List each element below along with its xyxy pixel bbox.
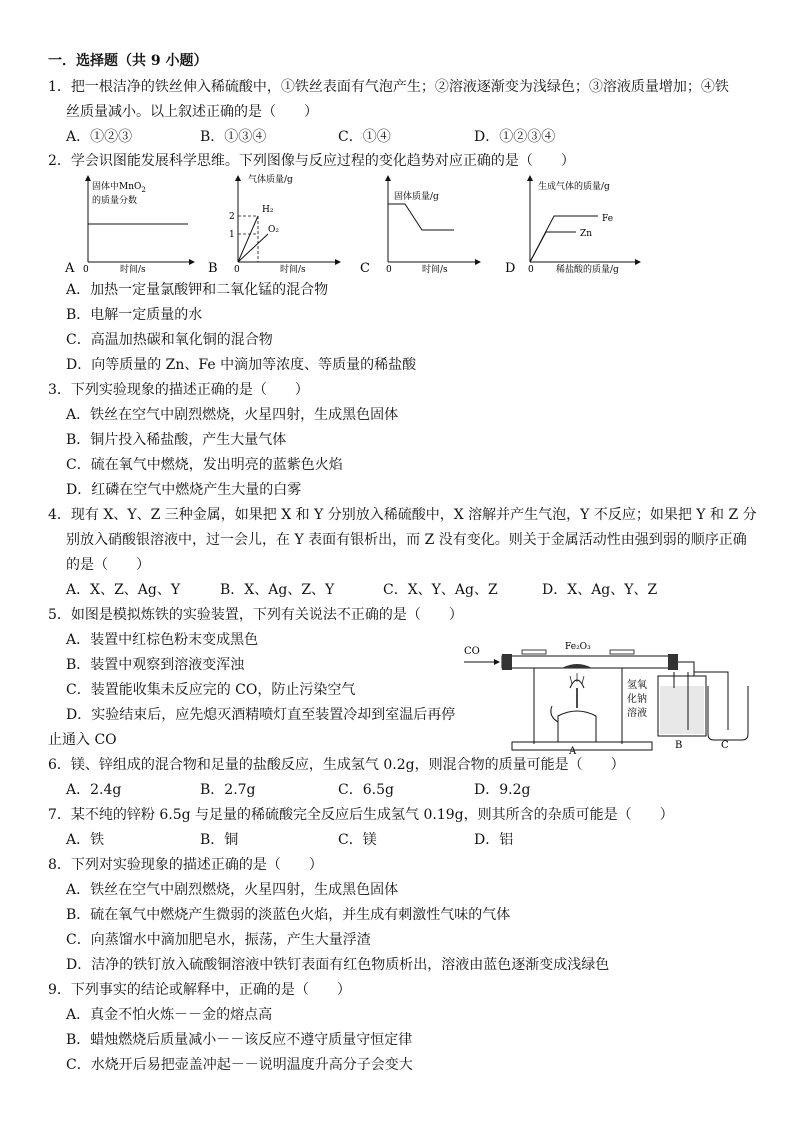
graph-c-ylabel: 固体质量/g <box>394 192 439 202</box>
graph-c-origin: 0 <box>386 265 392 275</box>
q1-option-d[interactable]: D．①②③④ <box>474 129 556 145</box>
q5-option-d[interactable]: D．实验结束后，应先熄灭酒精喷灯直至装置冷却到室温后再停 <box>66 707 456 723</box>
naoh-label-1: 氢氧 <box>627 680 647 691</box>
graph-a-ylabel2: 的质量分数 <box>92 196 138 206</box>
q7-option-d[interactable]: D．铝 <box>474 832 514 848</box>
graph-b-o2-label: O₂ <box>268 225 279 235</box>
section-title: 一．选择题（共 9 小题） <box>48 53 208 69</box>
graph-a-ylabel1: 固体中MnO$_2$ <box>92 182 146 194</box>
q3-stem: 3．下列实验现象的描述正确的是（ ） <box>48 382 309 398</box>
ironmaking-apparatus <box>462 632 762 756</box>
graph-a-xlabel: 时间/s <box>120 265 146 275</box>
q9-option-b[interactable]: B．蜡烛燃烧后质量减小－－该反应不遵守质量守恒定律 <box>66 1032 413 1048</box>
q7-option-b[interactable]: B．铜 <box>200 832 239 848</box>
q4-option-c[interactable]: C．X、Y、Ag、Z <box>383 582 498 598</box>
q2-option-c[interactable]: C．高温加热碳和氧化铜的混合物 <box>66 332 273 348</box>
q9-option-c[interactable]: C．水烧开后易把壶盖冲起－－说明温度升高分子会变大 <box>66 1057 413 1073</box>
q5-stem: 5．如图是模拟炼铁的实验装置，下列有关说法不正确的是（ ） <box>48 607 463 623</box>
graph-c-xlabel: 时间/s <box>422 265 448 275</box>
q1-stem-line2: 丝质量减小。以上叙述正确的是（ ） <box>66 104 318 120</box>
q9-option-a[interactable]: A．真金不怕火炼－－金的熔点高 <box>66 1007 273 1023</box>
graph-d-letter: D <box>505 261 516 276</box>
graph-d-origin: 0 <box>528 265 534 275</box>
graph-c-letter: C <box>360 261 370 276</box>
q1-option-b[interactable]: B．①③④ <box>200 129 267 145</box>
graph-a-origin: 0 <box>83 265 89 275</box>
q5-option-a[interactable]: A．装置中红棕色粉末变成黑色 <box>66 632 259 648</box>
q1-option-a[interactable]: A．①②③ <box>66 129 133 145</box>
q8-stem: 8．下列对实验现象的描述正确的是（ ） <box>48 857 323 873</box>
q2-option-d[interactable]: D．向等质量的 Zn、Fe 中滴加等浓度、等质量的稀盐酸 <box>66 357 417 373</box>
alcohol-blast-burner <box>558 711 596 742</box>
graph-b-h2-label: H₂ <box>262 205 274 215</box>
graph-d <box>505 178 638 276</box>
q2-option-a[interactable]: A．加热一定量氯酸钾和二氧化锰的混合物 <box>66 282 329 298</box>
q2-graphs <box>60 172 680 280</box>
q4-option-a[interactable]: A．X、Z、Ag、Y <box>66 582 181 598</box>
q9-stem: 9．下列事实的结论或解释中，正确的是（ ） <box>48 982 351 998</box>
graph-b-tick1: 1 <box>229 230 235 240</box>
graph-b-letter: B <box>208 261 218 276</box>
line-h2 <box>238 216 258 262</box>
label-b: B <box>675 740 683 751</box>
graph-b-ylabel: 气体质量/g <box>248 175 293 185</box>
q3-option-b[interactable]: B．铜片投入稀盐酸，产生大量气体 <box>66 432 287 448</box>
q3-option-a[interactable]: A．铁丝在空气中剧烈燃烧，火星四射，生成黑色固体 <box>66 407 399 423</box>
q6-option-a[interactable]: A．2.4g <box>66 782 122 798</box>
naoh-label-3: 溶液 <box>627 708 647 719</box>
q2-stem: 2．学会识图能发展科学思维。下列图像与反应过程的变化趋势对应正确的是（ ） <box>48 153 575 169</box>
q2-option-b[interactable]: B．电解一定质量的水 <box>66 307 203 323</box>
q8-option-c[interactable]: C．向蒸馏水中滴加肥皂水，振荡，产生大量浮渣 <box>66 932 371 948</box>
q6-stem: 6．镁、锌组成的混合物和足量的盐酸反应，生成氢气 0.2g，则混合物的质量可能是（ ） <box>48 757 625 773</box>
graph-c <box>360 178 478 276</box>
q5-option-d-continued: 止通入 CO <box>48 732 117 748</box>
q3-option-c[interactable]: C．硫在氧气中燃烧，发出明亮的蓝紫色火焰 <box>66 457 343 473</box>
graph-a <box>64 178 192 276</box>
stand-base <box>512 742 652 750</box>
q8-option-a[interactable]: A．铁丝在空气中剧烈燃烧，火星四射，生成黑色固体 <box>66 882 399 898</box>
naoh-label-2: 化钠 <box>627 694 647 705</box>
label-c: C <box>721 740 729 751</box>
graph-d-zn-label: Zn <box>580 229 593 239</box>
q4-stem-line2: 别放入硝酸银溶液中，过一会儿，在 Y 表面有银析出，而 Z 没有变化。则关于金属活动性由强到弱的顺序正确 <box>66 532 747 548</box>
q7-option-a[interactable]: A．铁 <box>66 832 105 848</box>
line-zn <box>530 232 576 262</box>
graph-a-letter: A <box>65 261 75 276</box>
q1-option-c[interactable]: C．①④ <box>338 129 391 145</box>
q6-option-d[interactable]: D．9.2g <box>474 782 531 798</box>
label-a: A <box>569 746 577 756</box>
q8-option-b[interactable]: B．硫在氧气中燃烧产生微弱的淡蓝色火焰，并生成有刺激性气味的气体 <box>66 907 511 923</box>
fe2o3-powder <box>562 664 592 668</box>
q8-option-d[interactable]: D．洁净的铁钉放入硫酸铜溶液中铁钉表面有红色物质析出，溶液由蓝色逐渐变成浅绿色 <box>66 957 610 973</box>
q3-option-d[interactable]: D．红磷在空气中燃烧产生大量的白雾 <box>66 482 302 498</box>
q7-stem: 7．某不纯的锌粉 6.5g 与足量的稀硫酸完全反应后生成氢气 0.19g，则其所含的杂质可能是（ ） <box>48 807 674 823</box>
q5-option-b[interactable]: B．装置中观察到溶液变浑浊 <box>66 657 245 673</box>
graph-d-fe-label: Fe <box>602 214 614 224</box>
q6-option-c[interactable]: C．6.5g <box>338 782 394 798</box>
graph-b-tick2: 2 <box>229 212 235 222</box>
graph-b <box>208 173 338 276</box>
q7-option-c[interactable]: C．镁 <box>338 832 377 848</box>
q6-option-b[interactable]: B．2.7g <box>200 782 256 798</box>
q4-stem-line1: 4．现有 X、Y、Z 三种金属，如果把 X 和 Y 分别放入稀硫酸中，X 溶解并产生气泡，Y 不反应；如果把 Y 和 Z 分 <box>48 507 757 523</box>
line-fe <box>530 216 598 262</box>
graph-d-ylabel: 生成气体的质量/g <box>538 182 610 192</box>
co-label: CO <box>464 646 480 657</box>
q4-stem-line3: 的是（ ） <box>66 557 150 573</box>
fe2o3-label: Fe₂O₃ <box>565 642 591 652</box>
q5-option-c[interactable]: C．装置能收集未反应完的 CO，防止污染空气 <box>66 682 356 698</box>
graph-b-origin: 0 <box>234 265 240 275</box>
graph-b-xlabel: 时间/s <box>280 265 306 275</box>
graph-d-xlabel: 稀盐酸的质量/g <box>556 265 619 275</box>
q4-option-b[interactable]: B．X、Ag、Z、Y <box>220 582 335 598</box>
q4-option-d[interactable]: D．X、Ag、Y、Z <box>542 582 658 598</box>
q1-stem-line1: 1．把一根洁净的铁丝伸入稀硫酸中，①铁丝表面有气泡产生；②溶液逐渐变为浅绿色；③溶液质量增加；④铁 <box>48 79 729 95</box>
line-o2 <box>238 234 268 262</box>
